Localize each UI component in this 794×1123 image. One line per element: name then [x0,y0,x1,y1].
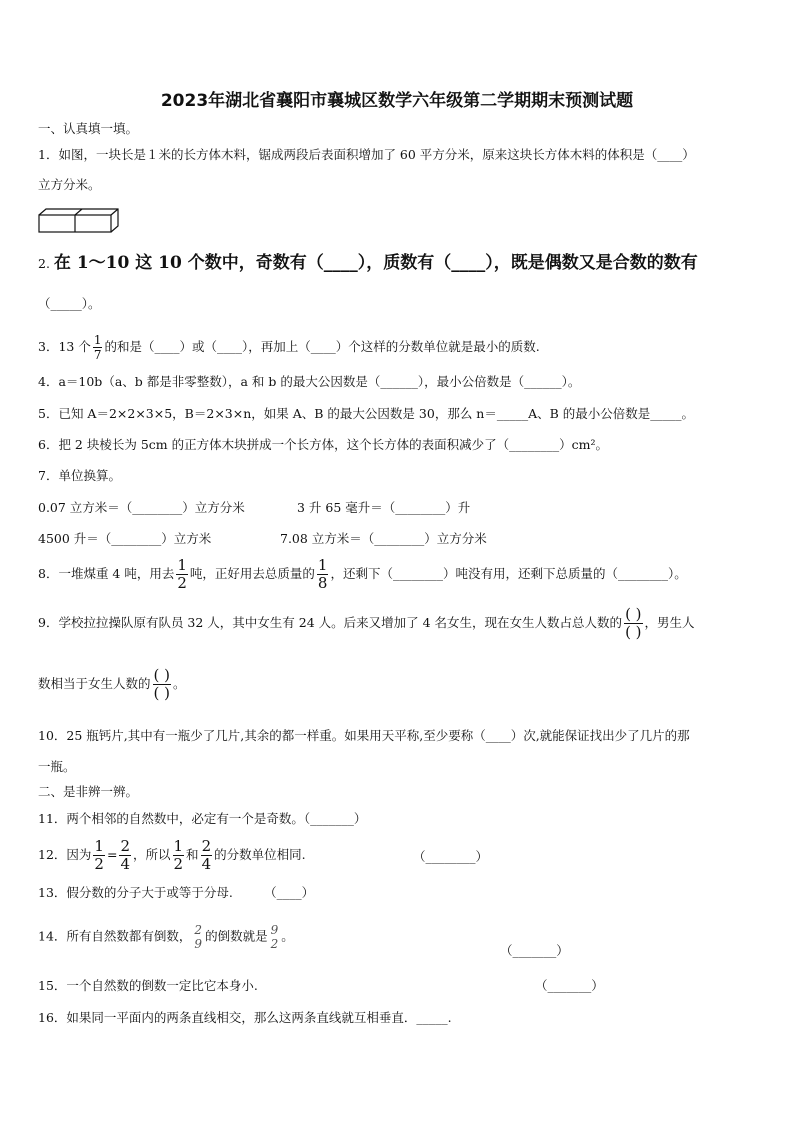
fraction-one-half [93,839,105,872]
question-4: 4．a＝10b（a、b 都是非零整数），a 和 b 的最大公因数是（______），最小公倍数是（______）。 [38,374,581,389]
fraction-numerator: 1 [94,837,104,855]
question-14-part-a: 14．所有自然数都有倒数， [38,928,192,944]
question-2-line-2: （_____）。 [38,296,101,311]
fraction-denominator: 2 [270,937,279,951]
question-1-line-2: 立方分米。 [38,177,101,192]
fraction-two-fourths [201,839,213,872]
question-9-part-c: 数相当于女生人数的 [38,676,151,691]
question-12-part-b: ，所以 [132,847,171,862]
fraction-denominator: 4 [201,855,212,873]
question-10-line-1: 10．25 瓶钙片,其中有一瓶少了几片,其余的都一样重。如果用天平称,至少要称（____）次,就能保证找出少了几片的那 [38,728,690,743]
cuboid-figure [38,208,120,234]
fraction-one-half [173,839,185,872]
question-14-part-c: 。 [281,928,294,944]
question-7-title: 7．单位换算。 [38,468,121,483]
question-8-part-b: 吨，正好用去总质量的 [189,566,315,581]
question-8 [38,558,687,591]
fraction-denominator: ( ) [625,623,642,641]
fraction-numerator: 1 [317,556,328,574]
fraction-denominator: 8 [317,574,328,592]
fraction-denominator: 7 [93,348,102,362]
question-7-row-2b: 7.08 立方米＝（________）立方分米 [280,531,487,546]
fraction-denominator: 4 [120,855,130,873]
fraction-denominator: 2 [177,574,187,592]
fraction-numerator: 1 [177,556,187,574]
fraction-numerator: 2 [194,923,203,937]
fraction-numerator: 2 [120,837,130,855]
fraction-numerator: ( ) [625,605,642,623]
question-11: 11．两个相邻的自然数中，必定有一个是奇数。（_______） [38,811,367,826]
fraction-numerator: 1 [173,837,184,855]
question-14-part-b: 的倒数就是 [205,928,268,944]
question-16: 16．如果同一平面内的两条直线相交，那么这两条直线就互相垂直．_____. [38,1010,452,1025]
question-2-line-1 [38,254,698,273]
question-9-line-2 [38,668,186,701]
question-10-line-2: 一瓶。 [38,759,76,774]
section-heading-fill: 一、认真填一填。 [38,121,139,136]
fraction-one-seventh [93,334,103,361]
question-7-row-1b: 3 升 65 毫升＝（________）升 [297,500,471,515]
question-9-part-a: 9．学校拉拉操队原有队员 32 人，其中女生有 24 人。后来又增加了 4 名女生，现在女生人数占总人数的 [38,615,623,630]
question-7-row-1a: 0.07 立方米＝（________）立方分米 [38,500,245,515]
question-8-part-a: 8．一堆煤重 4 吨，用去 [38,566,175,581]
question-12-answer-blank: （________） [413,849,489,864]
page-title: 2023年湖北省襄阳市襄城区数学六年级第二学期期末预测试题 [160,91,634,111]
question-2-number: 2. [38,256,50,271]
question-9-part-b: ，男生人 [644,615,695,630]
question-15: 15．一个自然数的倒数一定比它本身小. [38,978,258,993]
question-1-line-1: 1．如图，一块长是１米的长方体木料，锯成两段后表面积增加了 60 平方分米，原来这块长方体木料的体积是（____） [38,147,695,162]
question-3 [38,334,540,361]
fraction-numerator: 2 [201,837,212,855]
question-12-part-a: 12．因为 [38,847,92,862]
question-13: 13．假分数的分子大于或等于分母. （____） [38,885,315,900]
fraction-denominator: 2 [94,855,104,873]
fraction-denominator: 9 [194,937,203,951]
fraction-denominator: 2 [173,855,184,873]
question-14 [38,924,294,950]
fraction-one-eighth [317,558,329,591]
question-3-prefix: 3．13 个 [38,339,91,354]
question-9-part-d: 。 [173,676,186,691]
question-8-part-c: ，还剩下（________）吨没有用，还剩下总质量的（________）。 [330,566,687,581]
question-12 [38,839,306,872]
question-12-part-c: 和 [186,847,199,862]
question-5: 5．已知 A＝2×2×3×5，B＝2×3×n，如果 A、B 的最大公因数是 30，那么 n＝_____A、B 的最小公倍数是_____。 [38,406,695,421]
fraction-blank [624,607,642,640]
equals-sign: = [106,847,118,862]
fraction-denominator: ( ) [153,684,170,702]
fraction-blank [153,668,171,701]
fraction-two-ninths [193,924,203,950]
section-heading-judge: 二、是非辨一辨。 [38,784,139,799]
question-7-row-2a: 4500 升＝（________）立方米 [38,531,212,546]
question-6: 6．把 2 块棱长为 5cm 的正方体木块拼成一个长方体，这个长方体的表面积减少了（________）cm²。 [38,437,608,452]
fraction-numerator: 1 [93,333,102,347]
fraction-numerator: ( ) [153,666,170,684]
fraction-numerator: 9 [270,923,279,937]
fraction-nine-halves [270,924,280,950]
fraction-one-half [176,558,188,591]
question-3-suffix: 的和是（____）或（____），再加上（____）个这样的分数单位就是最小的质数. [104,339,540,354]
question-15-answer-blank: （_______） [535,978,604,993]
question-2-text: 在 1～10 这 10 个数中，奇数有（____），质数有（____），既是偶数又是合数的数有 [53,253,698,273]
question-14-answer-blank: （_______） [500,943,569,958]
fraction-two-fourths [119,839,131,872]
question-12-part-d: 的分数单位相同. [214,847,306,862]
question-9-line-1 [38,607,695,640]
